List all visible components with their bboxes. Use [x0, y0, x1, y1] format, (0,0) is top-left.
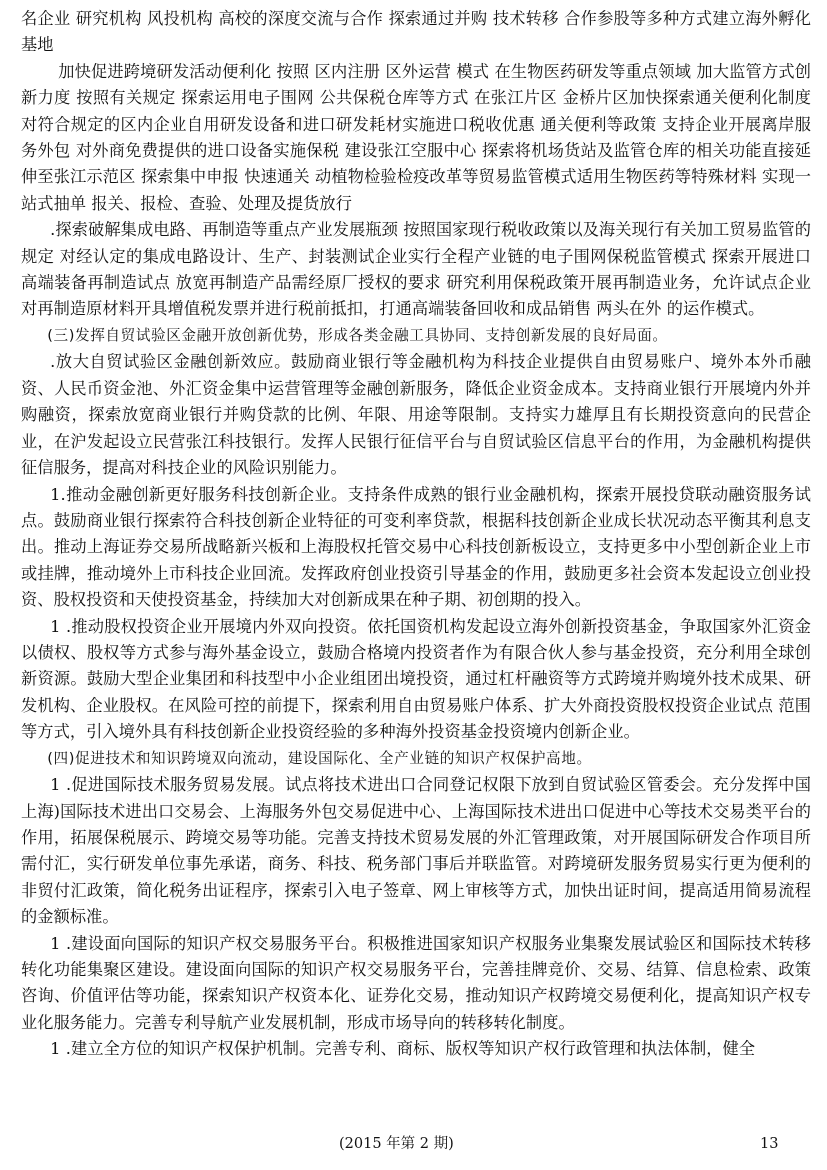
- issue-label: (2015 年第 2 期): [339, 1136, 454, 1152]
- paragraph-ip-protection: 1 .建立全方位的知识产权保护机制。完善专利、商标、版权等知识产权行政管理和执法体制，健全: [50, 1039, 756, 1059]
- paragraph-intro-continuation: 名企业 研究机构 风投机构 高校的深度交流与合作 探索通过并购 技术转移 合作参股等多种方式建立海外孵化基地: [21, 9, 811, 55]
- paragraph-cross-border-rd: 加快促进跨境研发活动便利化 按照 区内注册 区外运营 模式 在生物医药研发等重点领域 加大监管方式创新力度 按照有关规定 探索运用电子围网 公共保税仓库等方式 在张江片区 金桥片区加快探索通关便利化制度 对符合规定的区内企业自用研发设备和进口研发耗材实施进口税收优惠 通关便利等政策 支持企业开展离岸服务外包 对外商免费提供的进口设备实施保税 建设张江空服中心 探索将机场货站及监管仓库的相关功能直接延伸至张江示范区 探索集中申报 快速通关 动植物检验检疫改革等贸易监管模式适用生物医药等特殊材料 实现一站式抽单 报关、报检、查验、处理及提货放行: [21, 61, 811, 213]
- paragraph-industry-bottleneck: .探索破解集成电路、再制造等重点产业发展瓶颈 按照国家现行税收政策以及海关现行有关加工贸易监管的规定 对经认定的集成电路设计、生产、封装测试企业实行全程产业链的电子围网保税监管模式 探索开展进口高端装备再制造试点 放宽再制造产品需经原厂授权的要求 研究利用保税政策开展再制造业务，允许试点企业对再制造原材料开具增值税发票并进行税前抵扣，打通高端装备回收和成品销售 两头在外 的运作模式。: [21, 220, 811, 319]
- paragraph-ftz-finance: .放大自贸试验区金融创新效应。鼓励商业银行等金融机构为科技企业提供自由贸易账户、境外本外币融资、人民币资金池、外汇资金集中运营管理等金融创新服务，降低企业资金成本。支持商业银行开展境内外并购融资，探索放宽商业银行并购贷款的比例、年限、用途等限制。支持实力雄厚且有长期投资意向的民营企业，在沪发起设立民营张江科技银行。发挥人民银行征信平台与自贸试验区信息平台的作用，为金融机构提供征信服务，提高对科技企业的风险识别能力。: [21, 352, 811, 478]
- page-footer: [0, 1132, 827, 1156]
- paragraph-equity-investment: 1 .推动股权投资企业开展境内外双向投资。依托国资机构发起设立海外创新投资基金，争取国家外汇资金以债权、股权等方式参与海外基金设立，鼓励合格境内投资者作为有限合伙人参与基金投资，充分利用全球创新资源。鼓励大型企业集团和科技型中小企业组团出境投资，通过杠杆融资等方式跨境并购境外技术成果、研发机构、企业股权。在风险可控的前提下，探索利用自由贸易账户体系、扩大外商投资股权投资企业试点 范围等方式，引入境外具有科技创新企业投资经验的多种海外投资基金投资境内创新企业。: [21, 616, 811, 742]
- paragraph-finance-innovation: 1.推动金融创新更好服务科技创新企业。支持条件成熟的银行业金融机构，探索开展投贷联动融资服务试点。鼓励商业银行探索符合科技创新企业特征的可变利率贷款，根据科技创新企业成长状况动态平衡其利息支出。推动上海证券交易所战略新兴板和上海股权托管交易中心科技创新板设立，支持更多中小型创新企业上市或挂牌，推动境外上市科技企业回流。发挥政府创业投资引导基金的作用，鼓励更多社会资本发起设立创业投资、股权投资和天使投资基金，持续加大对创新成果在种子期、初创期的投入。: [21, 484, 811, 610]
- document-body: [21, 6, 811, 1063]
- section-heading-3: (三)发挥自贸试验区金融开放创新优势，形成各类金融工具协同、支持创新发展的良好局面。: [47, 326, 668, 344]
- page-number: 13: [760, 1136, 779, 1152]
- paragraph-tech-service-trade: 1 .促进国际技术服务贸易发展。试点将技术进出口合同登记权限下放到自贸试验区管委会。充分发挥中国 上海)国际技术进出口交易会、上海服务外包交易促进中心、上海国际技术进出口促进中心等技术交易类平台的作用，拓展保税展示、跨境交易等功能。完善支持技术贸易发展的外汇管理政策，对开展国际研发合作项目所需付汇，实行研发单位事先承诺，商务、科技、税务部门事后并联监管。对跨境研发服务贸易实行更为便利的非贸付汇政策，简化税务出证程序，探索引入电子签章、网上审核等方式，加快出证时间，提高适用简易流程的金额标准。: [21, 775, 811, 927]
- section-heading-4: (四)促进技术和知识跨境双向流动，建设国际化、全产业链的知识产权保护高地。: [47, 749, 592, 767]
- paragraph-ip-trading-platform: 1 .建设面向国际的知识产权交易服务平台。积极推进国家知识产权服务业集聚发展试验区和国际技术转移转化功能集聚区建设。建设面向国际的知识产权交易服务平台，完善挂牌竞价、交易、结算、信息检索、政策咨询、价值评估等功能，探索知识产权资本化、证券化交易，推动知识产权跨境交易便利化，提高知识产权专业化服务能力。完善专利导航产业发展机制，形成市场导向的转移转化制度。: [21, 933, 811, 1032]
